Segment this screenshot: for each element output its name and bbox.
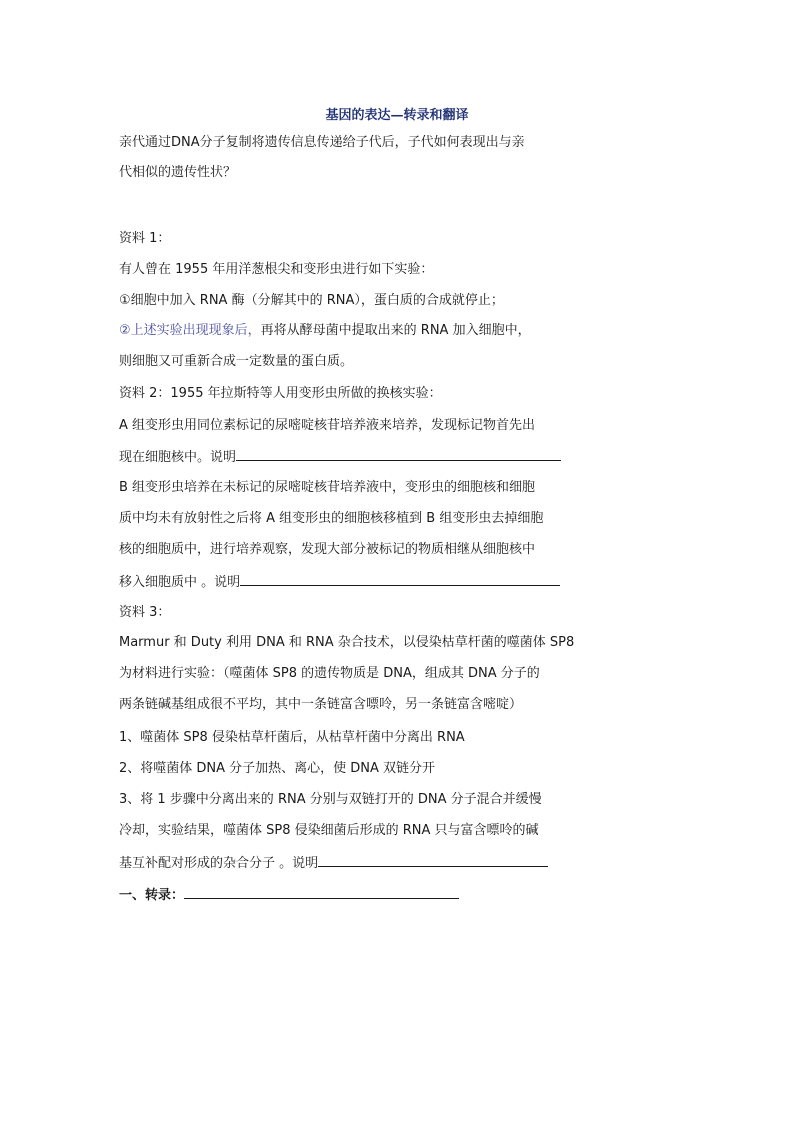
material-1-highlight: ②上述实验出现现象后， xyxy=(119,323,261,338)
document-title: 基因的表达—转录和翻译 xyxy=(325,108,469,123)
material-1-line-1: 有人曾在 1955 年用洋葱根尖和变形虫进行如下实验： xyxy=(119,262,434,277)
section-1-label: 一、转录： xyxy=(119,888,185,903)
answer-blank-2[interactable] xyxy=(240,572,560,586)
material-3-line-1: Marmur 和 Duty 利用 DNA 和 RNA 杂合技术，以侵染枯草杆菌的噬菌体 SP8 xyxy=(119,635,575,650)
material-3-step-3: 3、将 1 步骤中分离出来的 RNA 分别与双链打开的 DNA 分子混合并缓慢 xyxy=(119,792,542,807)
material-1-line-2: ①细胞中加入 RNA 酶（分解其中的 RNA），蛋白质的合成就停止； xyxy=(119,293,504,308)
material-3-step-2: 2、将噬菌体 DNA 分子加热、离心，使 DNA 双链分开 xyxy=(119,761,436,776)
material-3-step-3-cont-2 xyxy=(119,853,548,873)
material-1-line-3 xyxy=(119,322,531,340)
answer-blank-4[interactable] xyxy=(184,885,459,899)
material-3-line-2: 为材料进行实验：（噬菌体 SP8 的遗传物质是 DNA，组成其 DNA 分子的 xyxy=(119,666,540,681)
material-2-line-6 xyxy=(119,572,560,592)
intro-line-2: 代相似的遗传性状？ xyxy=(119,165,237,180)
answer-blank-3[interactable] xyxy=(318,853,548,867)
material-3-step-1: 1、噬菌体 SP8 侵染枯草杆菌后，从枯草杆菌中分离出 RNA xyxy=(119,730,465,745)
intro-line-1: 亲代通过DNA分子复制将遗传信息传递给子代后，子代如何表现出与亲 xyxy=(119,135,525,150)
material-2-line-5: 核的细胞质中，进行培养观察，发现大部分被标记的物质相继从细胞核中 xyxy=(119,542,536,557)
material-2-line-6-text: 移入细胞质中 。说明 xyxy=(119,575,241,590)
material-3-line-3: 两条链碱基组成很不平均，其中一条链富含嘌呤，另一条链富含嘧啶） xyxy=(119,697,523,712)
section-1-line xyxy=(119,885,459,905)
material-1-heading: 资料 1： xyxy=(119,231,171,246)
material-3-step-3-cont-2-text: 基互补配对形成的杂合分子 。说明 xyxy=(119,856,319,871)
material-2-line-4: 质中均未有放射性之后将 A 组变形虫的细胞核移植到 B 组变形虫去掉细胞 xyxy=(119,511,544,526)
answer-blank-1[interactable] xyxy=(236,447,561,461)
material-2-line-3: B 组变形虫培养在未标记的尿嘧啶核苷培养液中，变形虫的细胞核和细胞 xyxy=(119,480,536,495)
material-1-line-3-rest: 再将从酵母菌中提取出来的 RNA 加入细胞中， xyxy=(260,323,531,338)
material-3-step-3-cont-1: 冷却，实验结果，噬菌体 SP8 侵染细菌后形成的 RNA 只与富含嘌呤的碱 xyxy=(119,823,539,838)
material-2-line-2 xyxy=(119,447,561,467)
material-3-heading: 资料 3： xyxy=(119,605,171,620)
material-2-line-1: A 组变形虫用同位素标记的尿嘧啶核苷培养液来培养，发现标记物首先出 xyxy=(119,418,536,433)
material-2-line-2-text: 现在细胞核中。说明 xyxy=(119,450,237,465)
material-1-line-4: 则细胞又可重新合成一定数量的蛋白质。 xyxy=(119,354,354,369)
material-2-heading: 资料 2：1955 年拉斯特等人用变形虫所做的换核实验： xyxy=(119,386,442,401)
